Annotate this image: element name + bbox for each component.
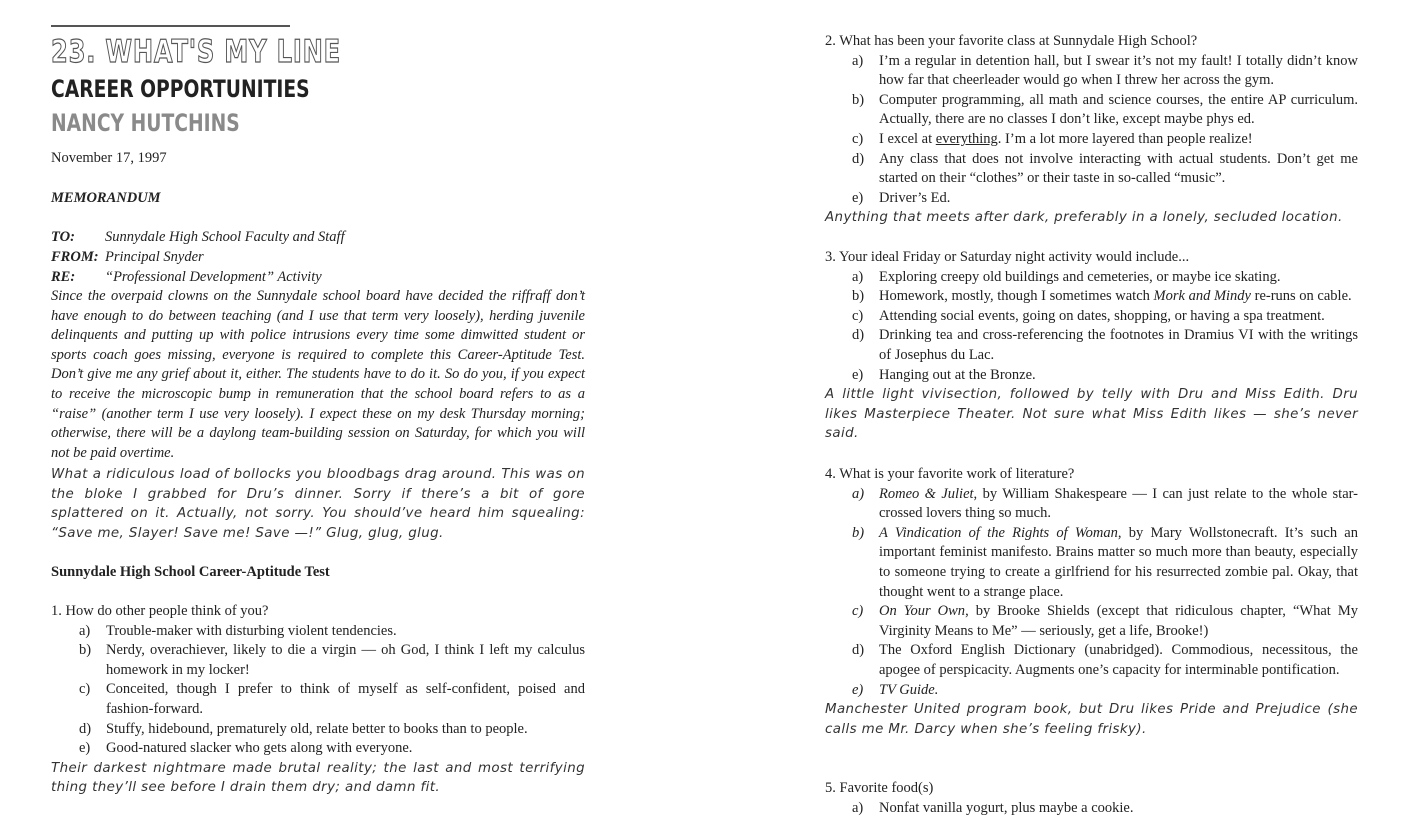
q3-option-d bbox=[851, 326, 1358, 365]
memo-re-label: RE: bbox=[51, 269, 76, 285]
memo-from-row bbox=[51, 248, 204, 268]
q1-option-b bbox=[78, 641, 585, 680]
question-2-text: 2. What has been your favorite class at Sunnydale High School? bbox=[825, 33, 1198, 49]
question-1-text: 1. How do other people think of you? bbox=[51, 603, 269, 619]
q4-option-e bbox=[851, 681, 1358, 701]
memo-from-value: Principal Snyder bbox=[105, 249, 204, 265]
q1-option-d bbox=[78, 720, 585, 740]
question-4-text: 4. What is your favorite work of literature? bbox=[825, 466, 1075, 482]
option-letter: e) bbox=[852, 189, 864, 206]
option-letter: e) bbox=[79, 740, 91, 757]
option-letter: a) bbox=[79, 622, 91, 639]
option-letter: b) bbox=[852, 91, 865, 108]
option-letter: c) bbox=[852, 130, 864, 147]
q3-option-b bbox=[851, 287, 1358, 307]
q3-option-e bbox=[851, 366, 1358, 386]
option-text: Exploring creepy old buildings and cemeteries, or maybe ice skating. bbox=[879, 268, 1281, 285]
option-letter: b) bbox=[79, 642, 92, 659]
header-rule bbox=[51, 25, 290, 27]
option-letter: e) bbox=[852, 681, 864, 698]
q5-option-a bbox=[851, 799, 1358, 819]
option-letter: a) bbox=[852, 799, 864, 816]
q2-option-c bbox=[851, 130, 1358, 150]
option-letter: c) bbox=[852, 603, 864, 620]
q1-option-e bbox=[78, 739, 585, 759]
option-text: Nonfat vanilla yogurt, plus maybe a cookie. bbox=[879, 799, 1134, 816]
question-3 bbox=[825, 248, 1358, 444]
q2-option-e bbox=[851, 189, 1358, 209]
option-text: Trouble-maker with disturbing violent tendencies. bbox=[106, 622, 397, 639]
q2-option-d bbox=[851, 150, 1358, 189]
q1-option-c bbox=[78, 680, 585, 719]
option-letter: d) bbox=[852, 150, 865, 167]
question-1 bbox=[51, 602, 585, 798]
q4-option-a bbox=[851, 485, 1358, 524]
q2-option-b bbox=[851, 91, 1358, 130]
memo-heading: MEMORANDUM bbox=[51, 190, 161, 206]
option-letter: d) bbox=[79, 720, 92, 737]
option-text: I’m a regular in detention hall, but I swear it’s not my fault! I totally didn’t know how far that cheerleader would go when I threw her across the gym. bbox=[879, 52, 1358, 89]
question-3-text: 3. Your ideal Friday or Saturday night activity would include... bbox=[825, 249, 1190, 265]
option-text: On Your Own, by Brooke Shields (except that ridiculous chapter, “What My Virginity Means to Me” — seriously, get a life, Brooke!) bbox=[879, 603, 1358, 639]
option-text: Drinking tea and cross-referencing the footnotes in Dramius VI with the writings of Josephus du Lac. bbox=[879, 327, 1358, 363]
chapter-title: 23. WHAT'S MY LINE bbox=[51, 34, 341, 70]
question-5 bbox=[825, 779, 1358, 818]
question-5-text: 5. Favorite food(s) bbox=[825, 780, 934, 796]
q1-option-a bbox=[78, 622, 585, 642]
option-text: Nerdy, overachiever, likely to die a virgin — oh God, I think I left my calculus homework in my locker! bbox=[106, 642, 585, 678]
option-letter: d) bbox=[852, 642, 865, 659]
q4-option-d bbox=[851, 641, 1358, 680]
handwritten-note-q2: Anything that meets after dark, preferably in a lonely, secluded location. bbox=[825, 210, 1343, 226]
q4-option-b bbox=[851, 524, 1358, 602]
memo-to-label: TO: bbox=[51, 229, 75, 245]
option-text: Romeo & Juliet, by William Shakespeare — I can just relate to the whole star-crossed lovers thing so much. bbox=[879, 485, 1358, 522]
q4-option-c bbox=[851, 602, 1358, 641]
option-text: Hanging out at the Bronze. bbox=[879, 366, 1036, 383]
option-text: A Vindication of the Rights of Woman, by Mary Wollstonecraft. It’s such an important feminist manifesto. Brains matter so much more than beauty, especially to someone trying to create a girlfriend for his resurrected zombie pal. Okay, that thought went to a strange place. bbox=[879, 524, 1358, 600]
handwritten-note-q1: Their darkest nightmare made brutal reality; the last and most terrifying thing they’ll see before I drain them dry; and damn fit. bbox=[51, 760, 585, 796]
memo-from-label: FROM: bbox=[51, 249, 99, 265]
author-name: NANCY HUTCHINS bbox=[51, 109, 240, 137]
memo-body: Since the overpaid clowns on the Sunnydale school board have decided the riffraff don’t have enough to do between teaching (and I use that term very loosely), herding juvenile delinquents and putting up with police intrusions every time some dimwitted student or sports coach goes missing, everyone is required to complete this Career-Aptitude Test. Don’t give me any grief about it, either. The students have to do it. So do you, if you expect to receive the microscopic bump in remuneration that the school board refers to as a “raise” (another term I use very loosely). I expect these on my desk Thursday morning; otherwise, there will be a daylong team-building session on Saturday, for which you will not be paid overtime. bbox=[51, 288, 585, 461]
option-text: The Oxford English Dictionary (unabridged). Commodious, necessitous, the apogee of perspicacity. Augments one’s capacity for interminable pontification. bbox=[879, 642, 1358, 678]
option-letter: c) bbox=[79, 681, 91, 698]
option-letter: b) bbox=[852, 288, 865, 305]
memo-re-value: “Professional Development” Activity bbox=[105, 269, 322, 285]
option-letter: a) bbox=[852, 485, 865, 502]
handwritten-note-q4: Manchester United program book, but Dru likes Pride and Prejudice (she calls me Mr. Darcy when she’s feeling frisky). bbox=[825, 702, 1358, 737]
option-text: Computer programming, all math and science courses, the entire AP curriculum. Actually, there are no classes I don’t like, except maybe phys ed. bbox=[879, 91, 1358, 128]
memo-re-row bbox=[51, 268, 322, 288]
option-text: Homework, mostly, though I sometimes watch Mork and Mindy re-runs on cable. bbox=[879, 288, 1352, 305]
memo-to-value: Sunnydale High School Faculty and Staff bbox=[105, 229, 345, 245]
option-text: TV Guide. bbox=[879, 681, 939, 698]
test-title: Sunnydale High School Career-Aptitude Test bbox=[51, 564, 330, 580]
chapter-subtitle: CAREER OPPORTUNITIES bbox=[51, 75, 310, 103]
option-text: Stuffy, hidebound, prematurely old, relate better to books than to people. bbox=[106, 720, 528, 737]
memo-date: November 17, 1997 bbox=[51, 150, 167, 166]
option-text: Any class that does not involve interacting with actual students. Don’t get me started on their “clothes” or their taste in so-called “music”. bbox=[879, 150, 1358, 187]
option-letter: c) bbox=[852, 307, 864, 324]
option-text: Good-natured slacker who gets along with everyone. bbox=[106, 740, 413, 757]
option-text: Conceited, though I prefer to think of myself as self-confident, poised and fashion-forward. bbox=[106, 681, 585, 717]
option-text: I excel at everything. I’m a lot more layered than people realize! bbox=[879, 130, 1253, 147]
q2-option-a bbox=[851, 52, 1358, 91]
option-text: Driver’s Ed. bbox=[879, 189, 951, 206]
option-letter: d) bbox=[852, 327, 865, 344]
q3-option-c bbox=[851, 307, 1358, 327]
option-letter: e) bbox=[852, 366, 864, 383]
handwritten-note-memo: What a ridiculous load of bollocks you bloodbags drag around. This was on the bloke I grabbed for Dru’s dinner. Sorry if there’s a bit of gore splattered on it. Actually, not sorry. You should’ve heard him squealing: “Save me, Slayer! Save me! Save —!” Glug, glug, glug. bbox=[51, 467, 585, 541]
question-2 bbox=[825, 32, 1358, 228]
option-letter: a) bbox=[852, 268, 864, 285]
handwritten-note-q3: A little light vivisection, followed by telly with Dru and Miss Edith. Dru likes Masterpiece Theater. Not sure what Miss Edith likes — she’s never said. bbox=[825, 387, 1358, 442]
option-text: Attending social events, going on dates, shopping, or having a spa treatment. bbox=[879, 307, 1325, 324]
option-letter: b) bbox=[852, 524, 865, 541]
memo-to-row bbox=[51, 228, 345, 248]
question-4 bbox=[825, 465, 1358, 739]
option-letter: a) bbox=[852, 52, 864, 69]
q3-option-a bbox=[851, 268, 1358, 288]
